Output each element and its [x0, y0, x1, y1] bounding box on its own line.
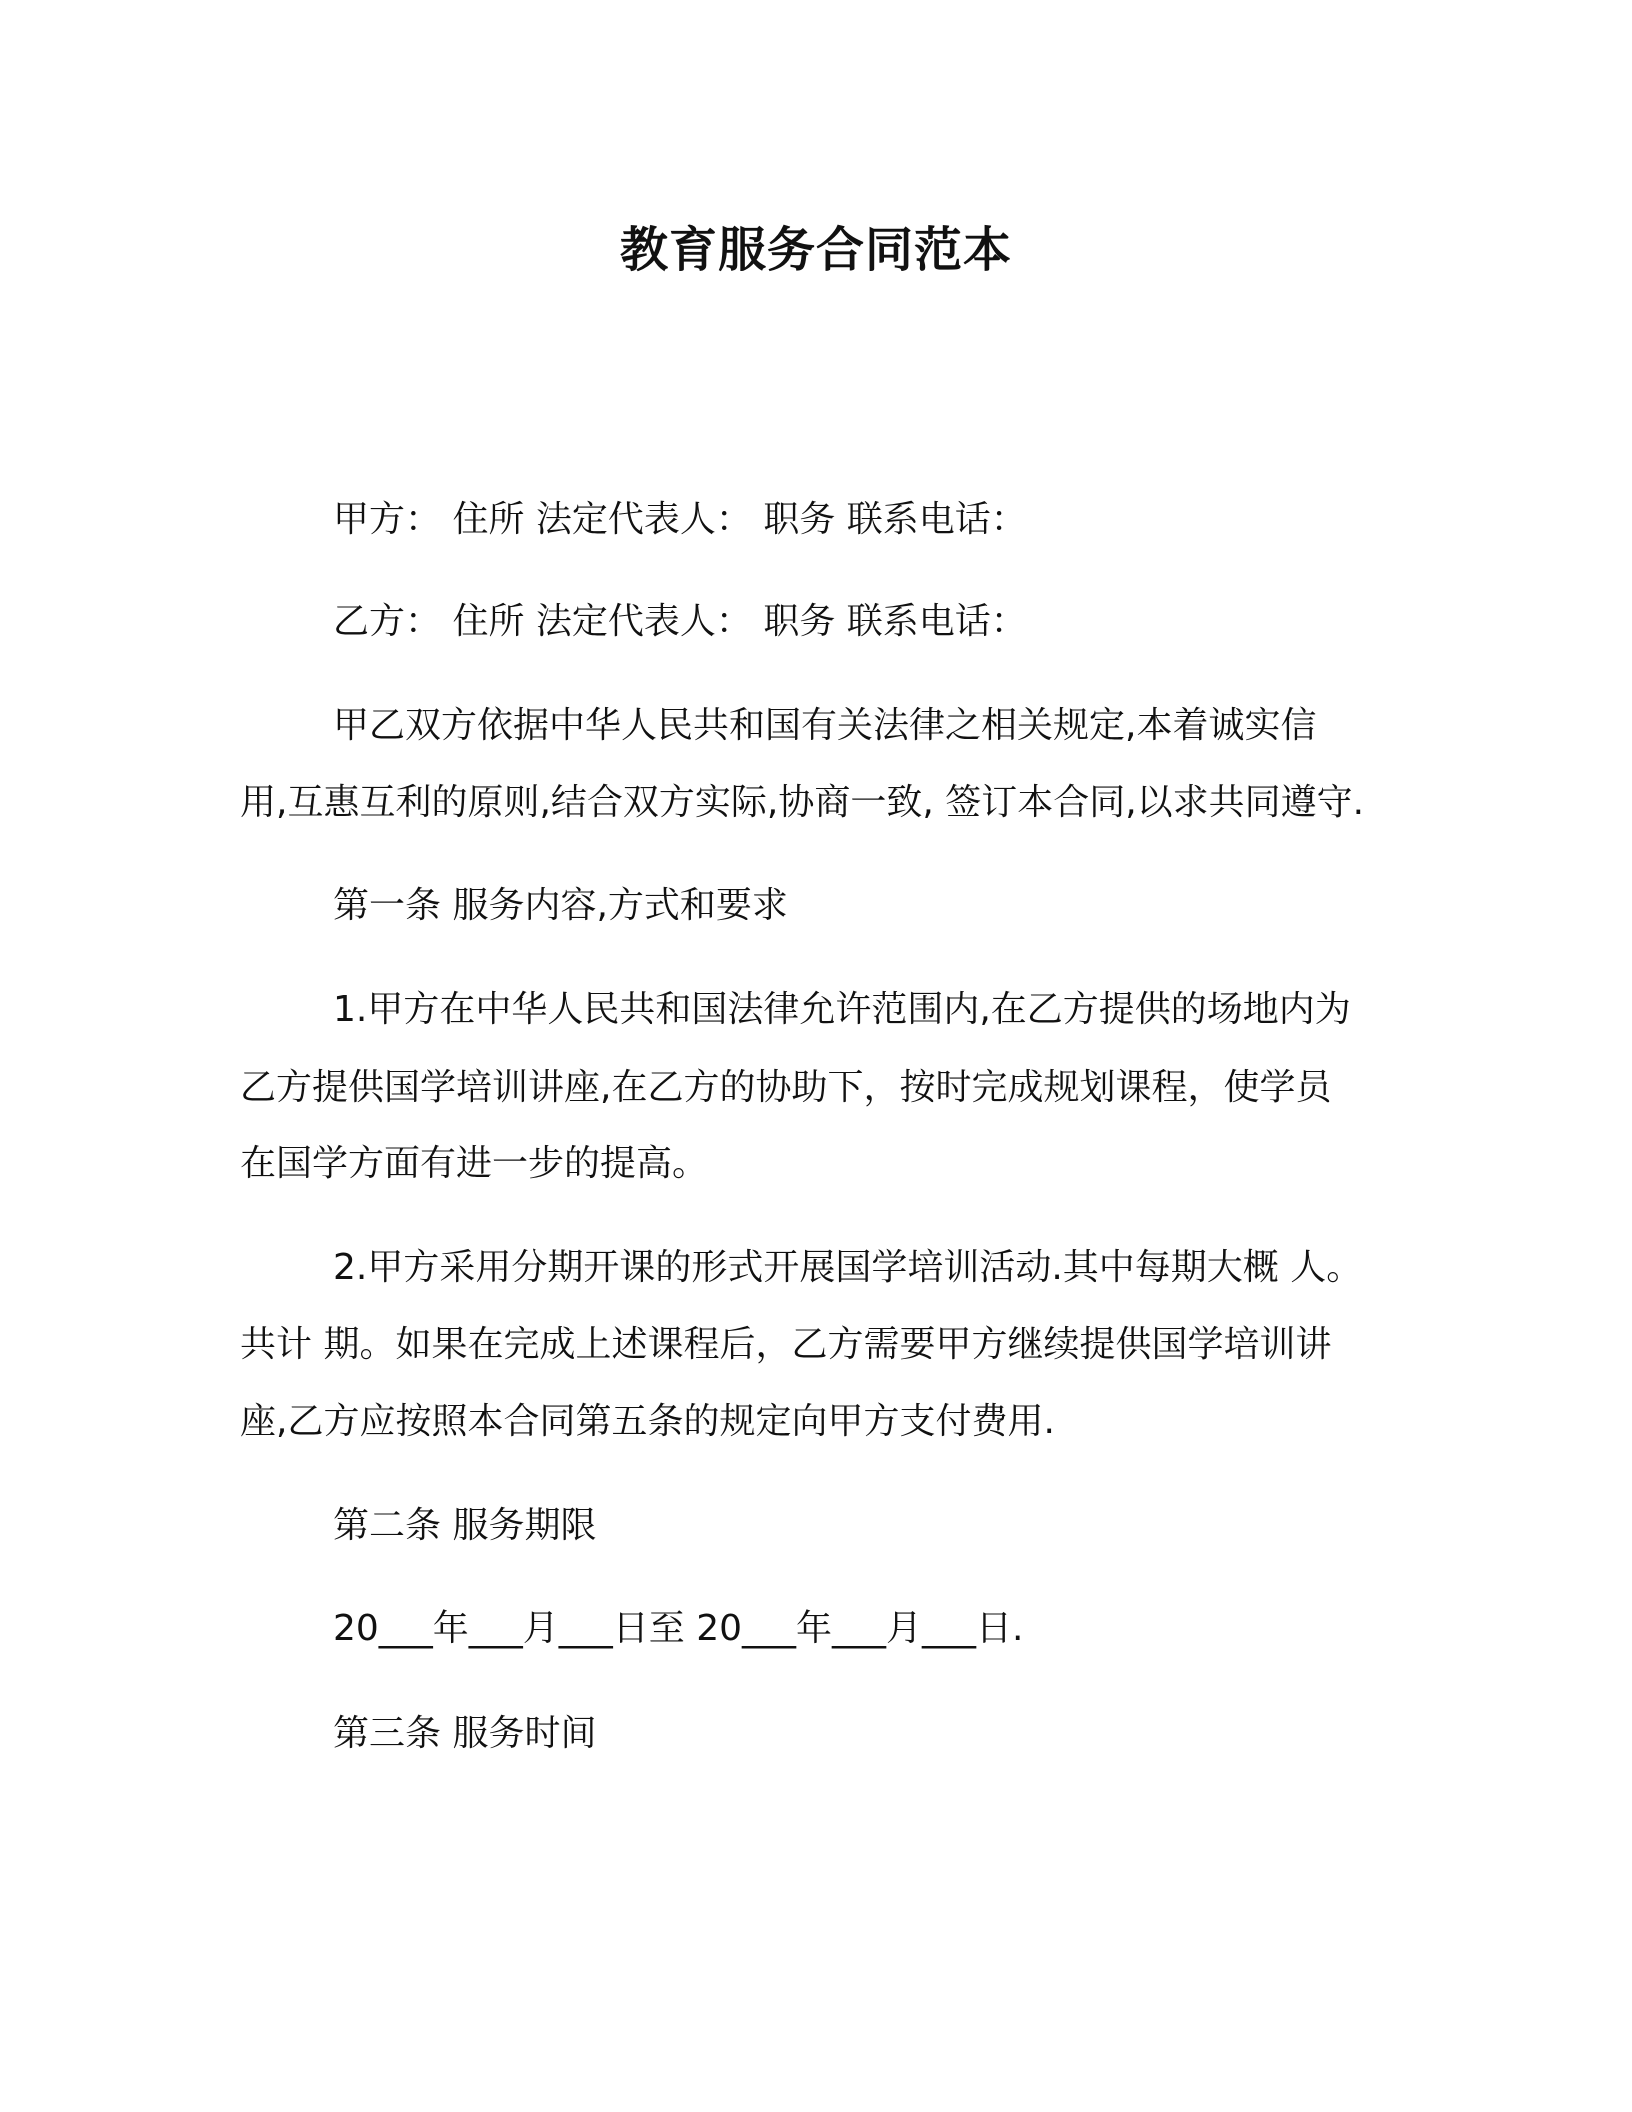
article1-item2-line-2: 共计 期。如果在完成上述课程后，乙方需要甲方继续提供国学培训讲 — [240, 1324, 1332, 1365]
service-period-dates: 20___年___月___日至 20___年___月___日. — [333, 1608, 1024, 1649]
intro-line-1: 甲乙双方依据中华人民共和国有关法律之相关规定,本着诚实信 — [333, 705, 1317, 746]
article1-item1-line-1: 1.甲方在中华人民共和国法律允许范围内,在乙方提供的场地内为 — [333, 989, 1351, 1030]
article1-item2-line-3: 座,乙方应按照本合同第五条的规定向甲方支付费用. — [240, 1401, 1055, 1442]
article3-heading: 第三条 服务时间 — [333, 1713, 597, 1754]
party-b-line: 乙方： 住所 法定代表人： 职务 联系电话： — [333, 601, 1027, 642]
document-title: 教育服务合同范本 — [619, 222, 1012, 278]
article1-item1-line-3: 在国学方面有进一步的提高。 — [240, 1143, 709, 1184]
article1-item1-line-2: 乙方提供国学培训讲座,在乙方的协助下，按时完成规划课程，使学员 — [240, 1067, 1332, 1108]
article1-heading: 第一条 服务内容,方式和要求 — [333, 885, 788, 926]
article1-item2-line-1: 2.甲方采用分期开课的形式开展国学培训活动.其中每期大概 人。 — [333, 1247, 1363, 1288]
article2-heading: 第二条 服务期限 — [333, 1505, 597, 1546]
party-a-line: 甲方： 住所 法定代表人： 职务 联系电话： — [333, 499, 1027, 540]
intro-line-2: 用,互惠互利的原则,结合双方实际,协商一致, 签订本合同,以求共同遵守. — [240, 782, 1365, 823]
